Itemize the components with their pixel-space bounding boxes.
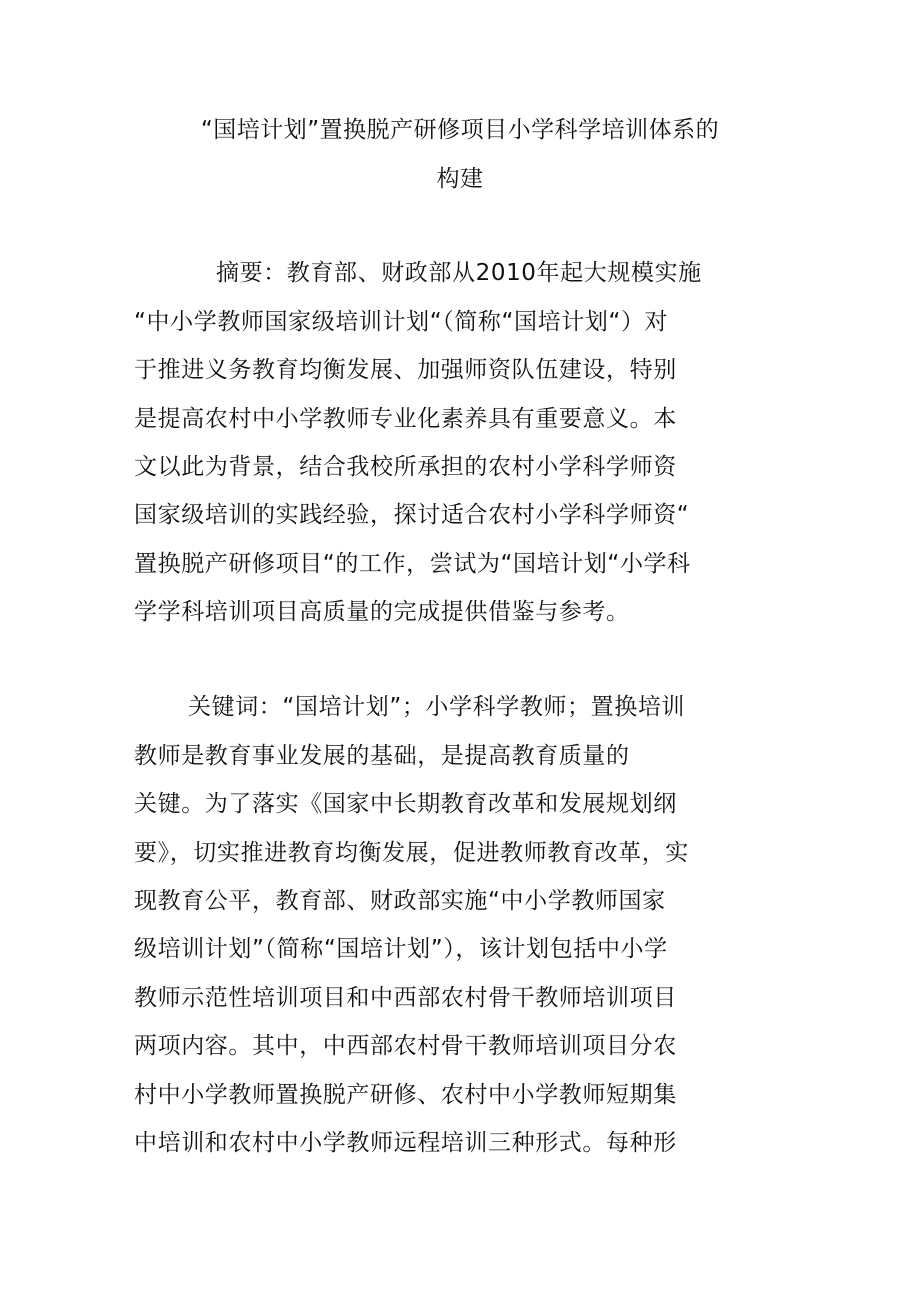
body-line-1: 教师是教育事业发展的基础，是提高教育质量的 <box>134 743 630 769</box>
keywords-line: 关键词：“国培计划”；小学科学教师；置换培训 <box>188 694 686 720</box>
document-title-line-2: 构建 <box>436 166 484 192</box>
abstract-line-7: 置换脱产研修项目“的工作，尝试为“国培计划“小学科 <box>134 551 691 577</box>
abstract-line-8: 学学科培训项目高质量的完成提供借鉴与参考。 <box>134 599 630 625</box>
abstract-line-4: 是提高农村中小学教师专业化素养具有重要意义。本 <box>134 406 677 432</box>
body-line-7: 两项内容。其中，中西部农村骨干教师培训项目分农 <box>134 1033 677 1059</box>
document-title-line-1: “国培计划”置换脱产研修项目小学科学培训体系的 <box>200 117 720 143</box>
body-line-9: 中培训和农村中小学教师远程培训三种形式。每种形 <box>134 1130 677 1156</box>
body-line-8: 村中小学教师置换脱产研修、农村中小学教师短期集 <box>134 1082 677 1108</box>
body-line-2: 关键。为了落实《国家中长期教育改革和发展规划纲 <box>134 791 677 817</box>
body-line-5: 级培训计划”（简称“国培计划”），该计划包括中小学 <box>134 936 668 962</box>
abstract-line-1: 摘要：教育部、财政部从2010年起大规模实施 <box>216 260 702 286</box>
abstract-line-6: 国家级培训的实践经验，探讨适合农村小学科学师资“ <box>134 502 690 528</box>
body-line-3: 要》，切实推进教育均衡发展，促进教师教育改革，实 <box>134 840 689 866</box>
body-line-4: 现教育公平，教育部、财政部实施“中小学教师国家 <box>134 888 666 914</box>
abstract-line-2: “中小学教师国家级培训计划“（简称“国培计划“）对 <box>134 309 669 335</box>
abstract-line-3: 于推进义务教育均衡发展、加强师资队伍建设，特别 <box>134 357 677 383</box>
abstract-line-5: 文以此为背景，结合我校所承担的农村小学科学师资 <box>134 454 677 480</box>
body-line-6: 教师示范性培训项目和中西部农村骨干教师培训项目 <box>134 985 677 1011</box>
